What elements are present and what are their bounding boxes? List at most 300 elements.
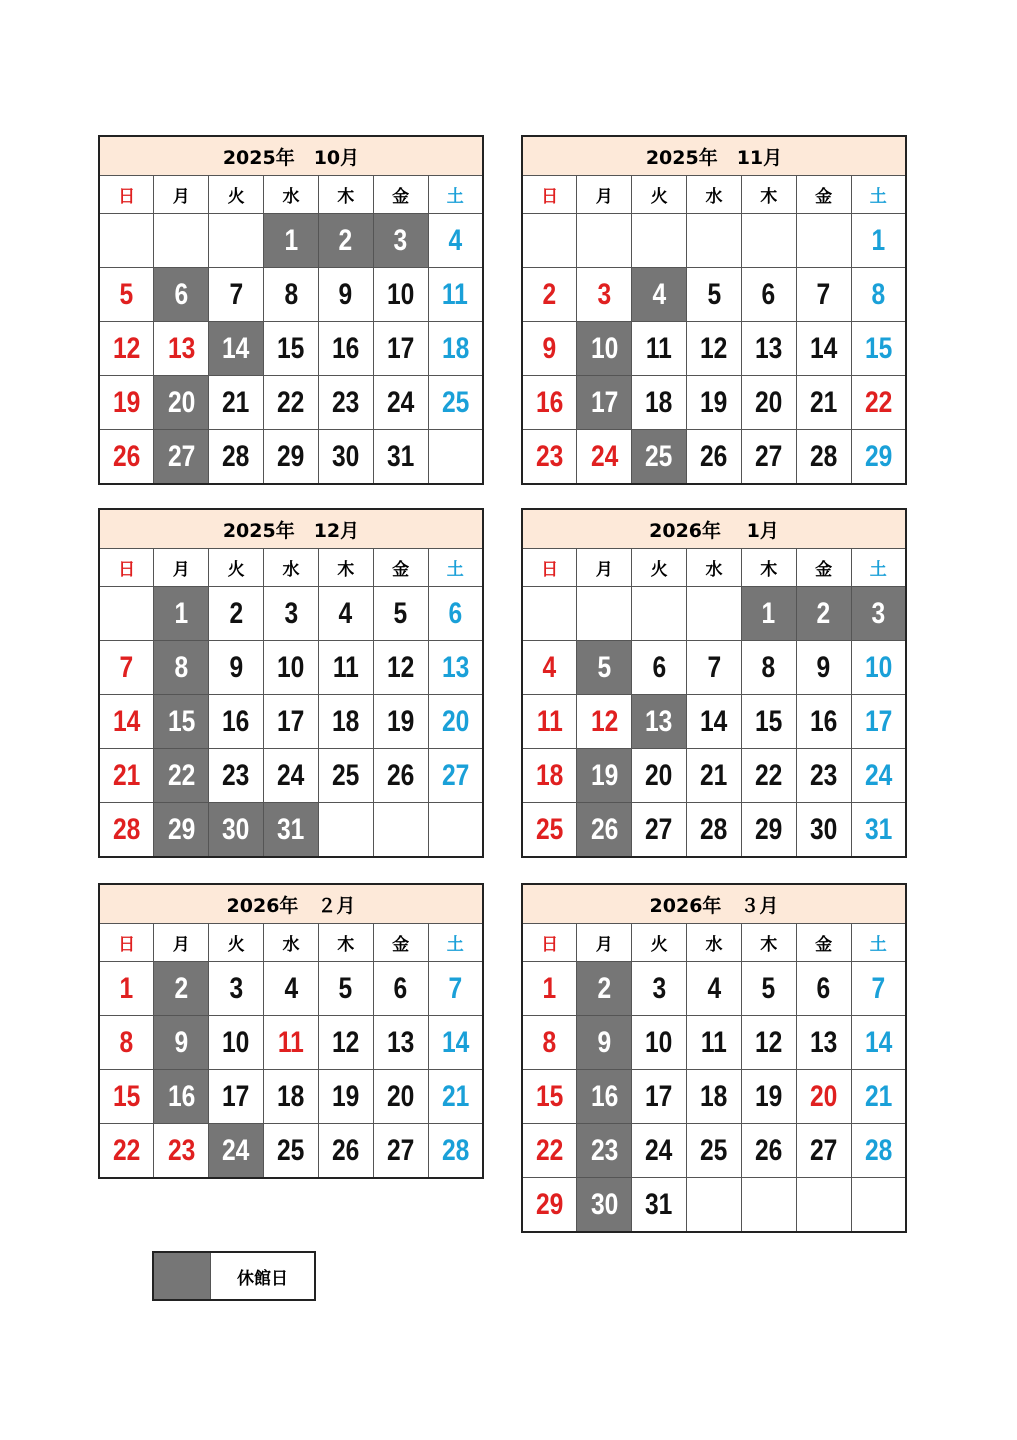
day-number: 6 xyxy=(761,277,776,311)
weekday-header: 土 xyxy=(851,924,906,962)
day-cell xyxy=(373,749,428,803)
day-cell xyxy=(209,641,264,695)
closed-day-cell xyxy=(154,803,209,858)
day-cell xyxy=(741,962,796,1016)
day-number: 23 xyxy=(809,758,838,792)
day-number: 11 xyxy=(277,1025,304,1059)
day-cell xyxy=(741,268,796,322)
empty-cell xyxy=(796,214,851,268)
day-cell xyxy=(318,376,373,430)
day-cell xyxy=(99,962,154,1016)
day-cell xyxy=(264,1016,319,1070)
day-cell xyxy=(851,1124,906,1178)
day-cell xyxy=(428,376,483,430)
day-number: 10 xyxy=(864,650,892,684)
day-number: 1 xyxy=(119,971,134,1005)
day-number: 14 xyxy=(112,704,141,738)
closed-day-cell xyxy=(154,749,209,803)
day-number: 24 xyxy=(864,758,892,792)
day-cell xyxy=(209,1070,264,1124)
day-number: 20 xyxy=(755,385,783,419)
day-cell xyxy=(741,695,796,749)
weekday-header: 金 xyxy=(373,176,428,214)
day-number: 17 xyxy=(222,1079,250,1113)
day-cell xyxy=(318,695,373,749)
closed-day-cell xyxy=(577,1070,632,1124)
day-number: 12 xyxy=(386,650,415,684)
day-number: 31 xyxy=(645,1187,673,1221)
day-number: 29 xyxy=(535,1187,564,1221)
day-cell xyxy=(99,1124,154,1179)
weekday-header: 金 xyxy=(373,924,428,962)
day-cell xyxy=(264,695,319,749)
weekday-header: 金 xyxy=(796,924,851,962)
day-number: 25 xyxy=(332,758,360,792)
day-number: 29 xyxy=(167,812,195,846)
day-number: 19 xyxy=(590,758,618,792)
closed-day-cell xyxy=(154,268,209,322)
day-number: 11 xyxy=(442,277,469,311)
day-number: 8 xyxy=(119,1025,134,1059)
closed-day-cell xyxy=(264,214,319,268)
month-title: 2026年 ３月 xyxy=(522,884,906,924)
day-cell xyxy=(264,376,319,430)
day-number: 4 xyxy=(448,223,463,257)
day-cell xyxy=(687,322,742,376)
empty-cell xyxy=(577,587,632,641)
day-cell xyxy=(632,1070,687,1124)
day-cell xyxy=(99,749,154,803)
day-cell xyxy=(687,376,742,430)
weekday-header: 火 xyxy=(632,924,687,962)
weekday-header: 火 xyxy=(632,549,687,587)
closed-day-cell xyxy=(577,749,632,803)
empty-cell xyxy=(577,214,632,268)
day-number: 6 xyxy=(816,971,831,1005)
day-cell xyxy=(851,268,906,322)
legend xyxy=(152,1251,316,1301)
day-cell xyxy=(851,1016,906,1070)
day-number: 18 xyxy=(441,331,469,365)
day-cell xyxy=(373,695,428,749)
weekday-header: 日 xyxy=(522,176,577,214)
month-title: 2026年 ２月 xyxy=(99,884,483,924)
empty-cell xyxy=(741,1178,796,1233)
day-number: 16 xyxy=(167,1079,195,1113)
day-number: 7 xyxy=(448,971,463,1005)
closed-day-cell xyxy=(154,1016,209,1070)
day-cell xyxy=(522,376,577,430)
day-cell xyxy=(318,322,373,376)
day-number: 1 xyxy=(871,223,886,257)
day-number: 9 xyxy=(816,650,831,684)
day-cell xyxy=(209,376,264,430)
weekday-header: 水 xyxy=(687,176,742,214)
day-number: 6 xyxy=(393,971,408,1005)
day-cell xyxy=(209,962,264,1016)
day-number: 17 xyxy=(386,331,415,365)
day-number: 15 xyxy=(755,704,783,738)
day-number: 8 xyxy=(761,650,776,684)
day-number: 27 xyxy=(809,1133,838,1167)
day-number: 25 xyxy=(535,812,564,846)
closed-day-cell xyxy=(577,803,632,858)
weekday-header: 木 xyxy=(318,176,373,214)
day-number: 4 xyxy=(542,650,557,684)
day-number: 24 xyxy=(277,758,305,792)
day-number: 25 xyxy=(700,1133,728,1167)
day-number: 31 xyxy=(864,812,892,846)
day-number: 13 xyxy=(386,1025,415,1059)
day-number: 12 xyxy=(755,1025,783,1059)
day-number: 29 xyxy=(277,439,305,473)
day-cell xyxy=(632,322,687,376)
weekday-header: 土 xyxy=(428,924,483,962)
day-cell xyxy=(373,430,428,485)
day-number: 13 xyxy=(645,704,673,738)
day-cell xyxy=(851,376,906,430)
weekday-header: 木 xyxy=(741,549,796,587)
day-cell xyxy=(741,322,796,376)
day-cell xyxy=(373,268,428,322)
day-cell xyxy=(428,322,483,376)
day-cell xyxy=(373,1016,428,1070)
day-number: 6 xyxy=(448,596,463,630)
day-number: 13 xyxy=(755,331,783,365)
day-number: 22 xyxy=(755,758,783,792)
day-cell xyxy=(741,1124,796,1178)
day-cell xyxy=(99,803,154,858)
day-number: 12 xyxy=(590,704,618,738)
day-cell xyxy=(741,803,796,858)
weekday-header: 日 xyxy=(522,924,577,962)
day-cell xyxy=(796,322,851,376)
day-number: 18 xyxy=(535,758,564,792)
day-number: 28 xyxy=(809,439,838,473)
day-number: 21 xyxy=(222,385,250,419)
day-cell xyxy=(428,268,483,322)
weekday-header: 火 xyxy=(209,924,264,962)
day-number: 26 xyxy=(386,758,415,792)
empty-cell xyxy=(632,587,687,641)
day-cell xyxy=(741,749,796,803)
day-cell xyxy=(796,749,851,803)
closed-day-cell xyxy=(209,322,264,376)
month-title: 2025年 11月 xyxy=(522,136,906,176)
day-cell xyxy=(522,430,577,485)
day-number: 5 xyxy=(119,277,134,311)
day-cell xyxy=(373,962,428,1016)
day-number: 28 xyxy=(112,812,141,846)
day-number: 26 xyxy=(700,439,728,473)
empty-cell xyxy=(428,430,483,485)
day-cell xyxy=(741,1016,796,1070)
day-cell xyxy=(99,376,154,430)
day-number: 30 xyxy=(332,439,360,473)
day-number: 2 xyxy=(597,971,612,1005)
day-number: 15 xyxy=(112,1079,141,1113)
day-number: 2 xyxy=(542,277,557,311)
day-number: 6 xyxy=(652,650,666,684)
day-cell xyxy=(851,641,906,695)
day-cell xyxy=(428,962,483,1016)
closed-day-cell xyxy=(577,322,632,376)
day-number: 11 xyxy=(536,704,563,738)
day-number: 30 xyxy=(590,1187,618,1221)
closed-day-cell xyxy=(154,641,209,695)
day-cell xyxy=(373,1124,428,1179)
day-cell xyxy=(851,1070,906,1124)
day-number: 18 xyxy=(700,1079,728,1113)
month-title: 2025年 12月 xyxy=(99,509,483,549)
weekday-header: 日 xyxy=(99,924,154,962)
day-number: 24 xyxy=(386,385,415,419)
day-number: 16 xyxy=(222,704,250,738)
empty-cell xyxy=(428,803,483,858)
day-cell xyxy=(687,430,742,485)
day-number: 7 xyxy=(816,277,831,311)
day-cell xyxy=(318,962,373,1016)
day-number: 22 xyxy=(167,758,195,792)
weekday-header: 木 xyxy=(318,924,373,962)
day-cell xyxy=(687,803,742,858)
day-number: 4 xyxy=(338,596,353,630)
day-cell xyxy=(632,1178,687,1233)
day-number: 13 xyxy=(167,331,195,365)
day-number: 18 xyxy=(332,704,360,738)
closed-day-cell xyxy=(851,587,906,641)
day-cell xyxy=(851,322,906,376)
day-number: 17 xyxy=(864,704,892,738)
day-cell xyxy=(522,1016,577,1070)
day-number: 11 xyxy=(332,650,359,684)
day-cell xyxy=(687,641,742,695)
closed-day-cell xyxy=(154,695,209,749)
day-number: 20 xyxy=(441,704,469,738)
day-number: 1 xyxy=(284,223,298,257)
empty-cell xyxy=(99,587,154,641)
closed-day-cell xyxy=(209,803,264,858)
weekday-header: 金 xyxy=(796,176,851,214)
day-number: 3 xyxy=(284,596,298,630)
day-cell xyxy=(522,962,577,1016)
day-number: 28 xyxy=(864,1133,892,1167)
empty-cell xyxy=(522,214,577,268)
day-number: 22 xyxy=(112,1133,141,1167)
day-cell xyxy=(428,749,483,803)
closed-day-cell xyxy=(209,1124,264,1179)
day-number: 9 xyxy=(174,1025,189,1059)
day-number: 6 xyxy=(174,277,189,311)
day-number: 4 xyxy=(707,971,721,1005)
day-cell xyxy=(318,430,373,485)
day-cell xyxy=(632,641,687,695)
day-number: 7 xyxy=(707,650,721,684)
weekday-header: 火 xyxy=(209,549,264,587)
day-number: 19 xyxy=(332,1079,360,1113)
day-number: 4 xyxy=(284,971,298,1005)
day-cell xyxy=(318,1016,373,1070)
day-cell xyxy=(99,695,154,749)
day-number: 10 xyxy=(590,331,618,365)
day-number: 16 xyxy=(332,331,360,365)
day-number: 30 xyxy=(222,812,250,846)
day-cell xyxy=(522,268,577,322)
day-cell xyxy=(209,268,264,322)
day-cell xyxy=(373,1070,428,1124)
day-cell xyxy=(796,1070,851,1124)
day-cell xyxy=(264,268,319,322)
day-cell xyxy=(687,1016,742,1070)
day-number: 26 xyxy=(332,1133,360,1167)
empty-cell xyxy=(687,214,742,268)
day-number: 5 xyxy=(761,971,776,1005)
day-cell xyxy=(741,376,796,430)
weekday-header: 木 xyxy=(741,924,796,962)
day-cell xyxy=(522,641,577,695)
day-cell xyxy=(632,1016,687,1070)
day-number: 2 xyxy=(338,223,353,257)
day-number: 16 xyxy=(590,1079,618,1113)
weekday-header: 土 xyxy=(428,549,483,587)
day-number: 30 xyxy=(809,812,838,846)
month-title: 2025年 10月 xyxy=(99,136,483,176)
weekday-header: 水 xyxy=(687,924,742,962)
day-number: 28 xyxy=(441,1133,469,1167)
day-cell xyxy=(522,749,577,803)
day-number: 5 xyxy=(707,277,721,311)
day-cell xyxy=(687,268,742,322)
day-cell xyxy=(522,322,577,376)
day-cell xyxy=(318,641,373,695)
day-cell xyxy=(632,962,687,1016)
weekday-header: 木 xyxy=(318,549,373,587)
day-cell xyxy=(373,587,428,641)
day-number: 3 xyxy=(393,223,408,257)
day-number: 23 xyxy=(222,758,250,792)
day-cell xyxy=(264,962,319,1016)
day-cell xyxy=(577,695,632,749)
weekday-header: 月 xyxy=(154,924,209,962)
day-cell xyxy=(318,268,373,322)
day-cell xyxy=(741,641,796,695)
month-calendar xyxy=(521,135,907,485)
day-cell xyxy=(428,1070,483,1124)
day-number: 14 xyxy=(809,331,838,365)
weekday-header: 水 xyxy=(264,176,319,214)
closed-day-cell xyxy=(154,962,209,1016)
day-cell xyxy=(264,587,319,641)
day-cell xyxy=(522,1124,577,1178)
day-cell xyxy=(796,962,851,1016)
day-cell xyxy=(796,641,851,695)
day-number: 21 xyxy=(864,1079,892,1113)
closed-day-cell xyxy=(577,376,632,430)
day-cell xyxy=(687,695,742,749)
day-number: 26 xyxy=(590,812,618,846)
weekday-header: 月 xyxy=(577,924,632,962)
day-number: 23 xyxy=(332,385,360,419)
day-number: 1 xyxy=(542,971,557,1005)
day-number: 29 xyxy=(864,439,892,473)
weekday-header: 土 xyxy=(851,549,906,587)
day-cell xyxy=(851,695,906,749)
day-number: 23 xyxy=(590,1133,618,1167)
closed-day-cell xyxy=(632,268,687,322)
weekday-header: 水 xyxy=(264,549,319,587)
day-number: 22 xyxy=(277,385,305,419)
closed-day-cell xyxy=(577,1124,632,1178)
day-number: 24 xyxy=(645,1133,673,1167)
empty-cell xyxy=(154,214,209,268)
day-number: 21 xyxy=(441,1079,469,1113)
day-number: 11 xyxy=(646,331,673,365)
day-number: 31 xyxy=(277,812,305,846)
day-cell xyxy=(632,749,687,803)
closed-day-cell xyxy=(632,430,687,485)
day-number: 23 xyxy=(167,1133,195,1167)
day-number: 20 xyxy=(167,385,195,419)
day-number: 27 xyxy=(755,439,783,473)
empty-cell xyxy=(522,587,577,641)
weekday-header: 日 xyxy=(522,549,577,587)
month-title: 2026年 1月 xyxy=(522,509,906,549)
day-number: 27 xyxy=(645,812,673,846)
closed-day-cell xyxy=(154,1070,209,1124)
day-cell xyxy=(428,1124,483,1179)
weekday-header: 日 xyxy=(99,549,154,587)
day-cell xyxy=(796,803,851,858)
month-calendar xyxy=(521,508,907,858)
day-number: 25 xyxy=(441,385,469,419)
day-number: 14 xyxy=(864,1025,892,1059)
day-cell xyxy=(264,641,319,695)
day-number: 17 xyxy=(277,704,305,738)
day-cell xyxy=(796,268,851,322)
day-number: 24 xyxy=(222,1133,250,1167)
day-cell xyxy=(318,587,373,641)
day-cell xyxy=(209,587,264,641)
day-cell xyxy=(209,430,264,485)
day-number: 14 xyxy=(222,331,250,365)
day-number: 19 xyxy=(112,385,141,419)
day-number: 5 xyxy=(393,596,408,630)
day-cell xyxy=(428,1016,483,1070)
day-number: 21 xyxy=(112,758,141,792)
day-number: 1 xyxy=(174,596,189,630)
day-number: 12 xyxy=(332,1025,360,1059)
day-number: 27 xyxy=(167,439,195,473)
closed-day-cell xyxy=(577,1016,632,1070)
closed-day-cell xyxy=(154,587,209,641)
day-cell xyxy=(687,749,742,803)
day-cell xyxy=(796,376,851,430)
day-cell xyxy=(577,268,632,322)
day-number: 22 xyxy=(535,1133,564,1167)
day-cell xyxy=(99,268,154,322)
empty-cell xyxy=(632,214,687,268)
day-cell xyxy=(796,430,851,485)
day-number: 3 xyxy=(597,277,612,311)
day-number: 29 xyxy=(755,812,783,846)
weekday-header: 月 xyxy=(577,549,632,587)
day-cell xyxy=(318,1124,373,1179)
day-cell xyxy=(99,1070,154,1124)
day-number: 5 xyxy=(338,971,353,1005)
day-number: 15 xyxy=(535,1079,564,1113)
day-cell xyxy=(632,376,687,430)
day-number: 10 xyxy=(222,1025,250,1059)
